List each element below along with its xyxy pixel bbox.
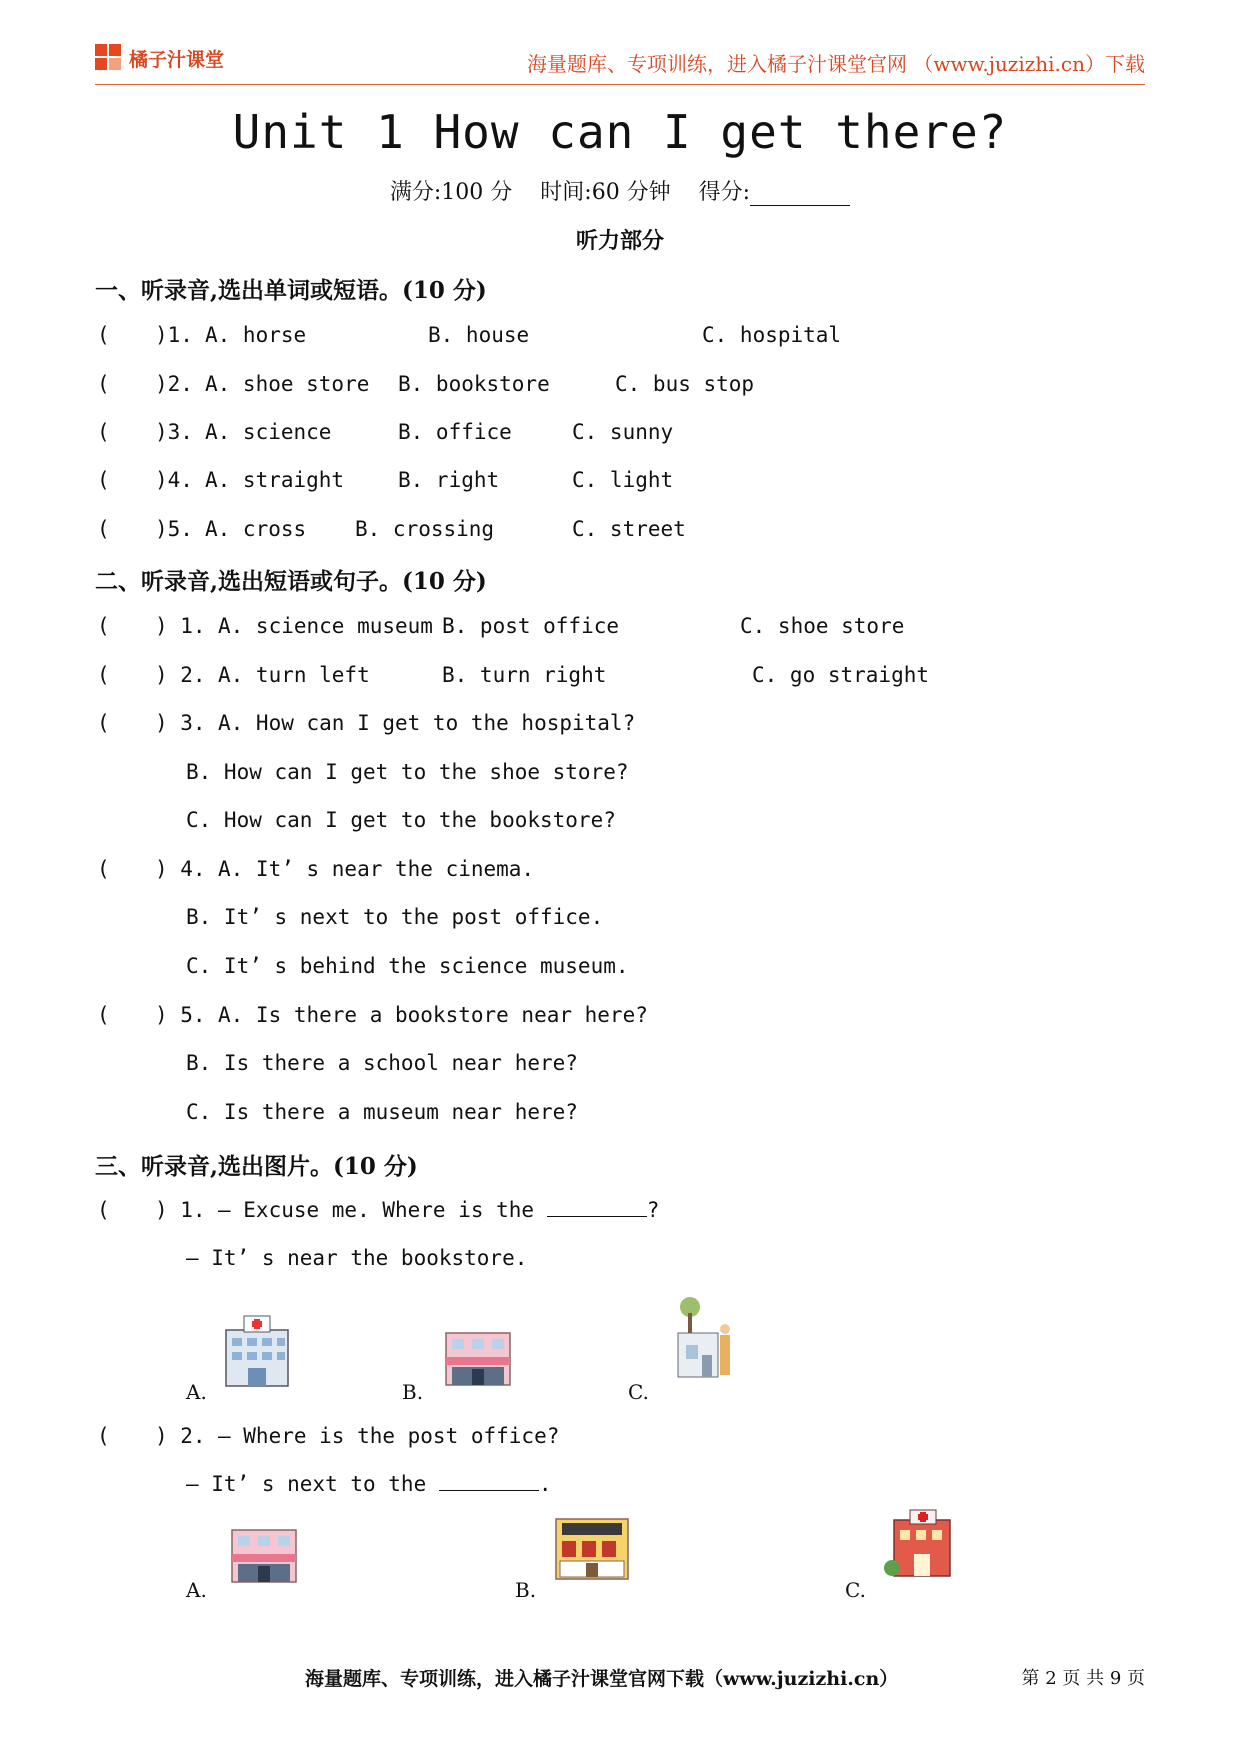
option-c: C. Is there a museum near here?: [186, 1100, 578, 1124]
dialogue-line-1: — Excuse me. Where is the ?: [218, 1198, 660, 1222]
item-number: ) 3.: [155, 711, 206, 735]
option-a: A. shoe store: [205, 372, 370, 396]
score-label: 得分:: [698, 180, 751, 205]
item-number: )5.: [155, 517, 193, 541]
street-scene-icon[interactable]: [668, 1295, 734, 1385]
option-b: B. post office: [442, 614, 620, 638]
answer-paren[interactable]: (: [97, 614, 110, 638]
option-c: C. go straight: [752, 663, 930, 687]
picture-label-a: A.: [186, 1380, 207, 1404]
option-b: B. crossing: [355, 517, 495, 541]
item-number: ) 1.: [155, 614, 206, 638]
shop-building-icon[interactable]: [228, 1522, 300, 1584]
answer-paren[interactable]: (: [97, 372, 110, 396]
section2-heading: 二、听录音,选出短语或句子。(10 分): [95, 568, 487, 595]
item-number: ) 2.: [155, 663, 206, 687]
item-number: )4.: [155, 468, 193, 492]
item-number: )1.: [155, 323, 193, 347]
option-b: B. turn right: [442, 663, 607, 687]
answer-paren[interactable]: (: [97, 1198, 110, 1222]
item-number: ) 5.: [155, 1003, 206, 1027]
full-marks: 满分:100 分: [389, 180, 513, 205]
answer-paren[interactable]: (: [97, 468, 110, 492]
hospital-red-icon[interactable]: [884, 1508, 956, 1580]
answer-paren[interactable]: (: [97, 420, 110, 444]
shop-building-icon[interactable]: [442, 1325, 514, 1387]
item-number: )3.: [155, 420, 193, 444]
picture-label-a: A.: [186, 1578, 207, 1602]
option-c: C. light: [572, 468, 674, 492]
option-a: A. horse: [205, 323, 307, 347]
option-c: C. How can I get to the bookstore?: [186, 808, 616, 832]
logo-icon: [95, 44, 123, 72]
page-title: Unit 1 How can I get there?: [232, 105, 1008, 159]
picture-label-b: B.: [402, 1380, 424, 1404]
hospital-icon[interactable]: [222, 1312, 292, 1388]
section1-heading: 一、听录音,选出单词或短语。(10 分): [95, 277, 487, 304]
option-b: B. bookstore: [398, 372, 550, 396]
option-b: B. right: [398, 468, 500, 492]
answer-paren[interactable]: (: [97, 1424, 110, 1448]
option-c: C. shoe store: [740, 614, 905, 638]
option-c: C. street: [572, 517, 686, 541]
dialogue-line-2: — It’ s near the bookstore.: [186, 1246, 528, 1270]
option-a: A. science museum: [218, 614, 433, 638]
picture-label-c: C.: [845, 1578, 866, 1602]
answer-blank[interactable]: [439, 1472, 539, 1491]
option-c: C. sunny: [572, 420, 674, 444]
option-b: B. Is there a school near here?: [186, 1051, 578, 1075]
answer-paren[interactable]: (: [97, 323, 110, 347]
item-number: )2.: [155, 372, 193, 396]
logo-text: 橘子汁课堂: [129, 48, 225, 71]
picture-label-c: C.: [628, 1380, 649, 1404]
answer-paren[interactable]: (: [97, 663, 110, 687]
answer-blank[interactable]: [547, 1198, 647, 1217]
option-a: A. turn left: [218, 663, 370, 687]
score-blank[interactable]: [750, 185, 850, 206]
picture-label-b: B.: [515, 1578, 537, 1602]
footer-text: 海量题库、专项训练，进入橘子汁课堂官网下载（www.juzizhi.cn）: [305, 1668, 899, 1690]
option-c: C. It’ s behind the science museum.: [186, 954, 629, 978]
item-number: ) 1.: [155, 1198, 206, 1222]
exam-info: [0, 175, 1240, 206]
exam-time: 时间:60 分钟: [540, 180, 671, 205]
option-a: A. cross: [205, 517, 307, 541]
option-b: B. It’ s next to the post office.: [186, 905, 604, 929]
option-c: C. bus stop: [615, 372, 755, 396]
option-b: B. house: [428, 323, 530, 347]
option-a: A. science: [205, 420, 332, 444]
answer-paren[interactable]: (: [97, 857, 110, 881]
dialogue-line-2: — It’ s next to the .: [186, 1472, 552, 1496]
answer-paren[interactable]: (: [97, 517, 110, 541]
item-number: ) 4.: [155, 857, 206, 881]
section3-heading: 三、听录音,选出图片。(10 分): [95, 1153, 418, 1180]
option-b: B. office: [398, 420, 512, 444]
option-a: A. How can I get to the hospital?: [218, 711, 636, 735]
option-c: C. hospital: [702, 323, 842, 347]
answer-paren[interactable]: (: [97, 1003, 110, 1027]
option-a: A. Is there a bookstore near here?: [218, 1003, 648, 1027]
option-a: A. straight: [205, 468, 345, 492]
answer-paren[interactable]: (: [97, 711, 110, 735]
header-slogan: 海量题库、专项训练，进入橘子汁课堂官网 （www.juzizhi.cn）下载: [527, 52, 1145, 76]
bookstore-icon[interactable]: [552, 1515, 632, 1581]
option-b: B. How can I get to the shoe store?: [186, 760, 629, 784]
item-number: ) 2.: [155, 1424, 206, 1448]
header-rule: [95, 84, 1145, 85]
part-title: 听力部分: [575, 228, 664, 254]
page-number: 第 2 页 共 9 页: [1021, 1668, 1145, 1689]
brand-logo: [95, 44, 224, 72]
option-a: A. It’ s near the cinema.: [218, 857, 535, 881]
dialogue-line-1: — Where is the post office?: [218, 1424, 560, 1448]
